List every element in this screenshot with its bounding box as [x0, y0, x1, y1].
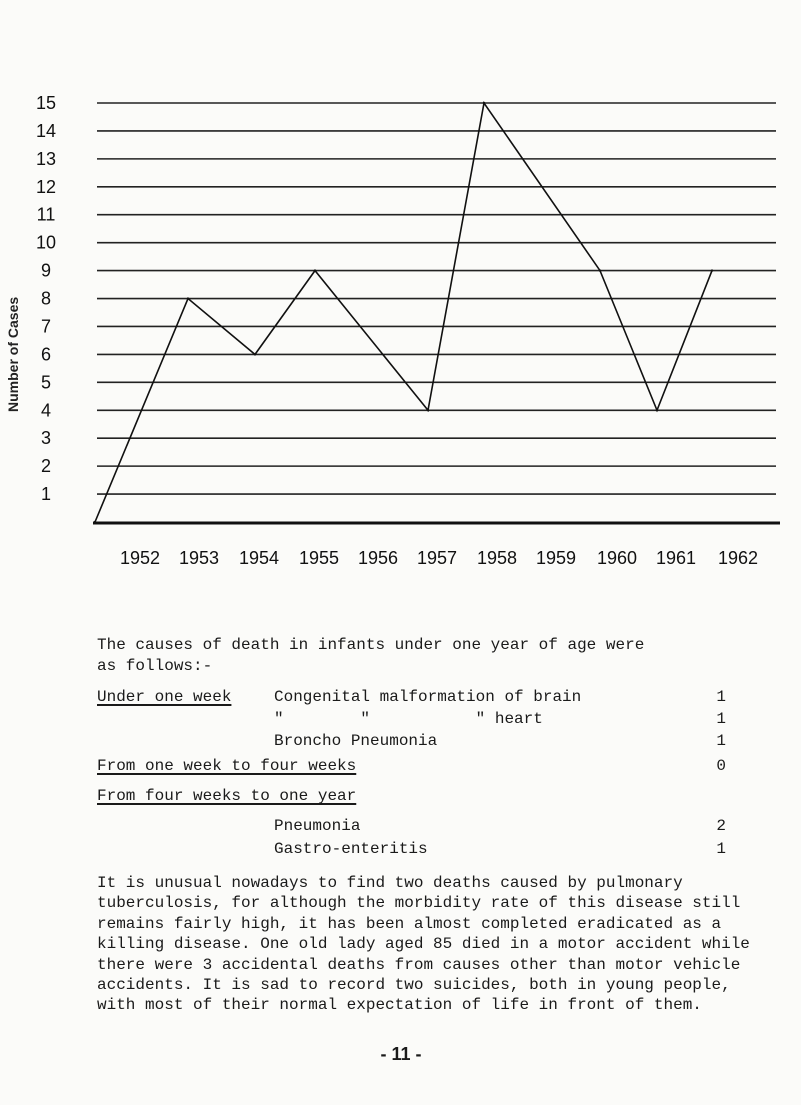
- heading-four-weeks-to-year: From four weeks to one year: [97, 787, 357, 805]
- intro-line-1: The causes of death in infants under one year of age were: [97, 636, 645, 654]
- y-tick-labels: [36, 93, 56, 504]
- heading-one-to-four-weeks: From one week to four weeks: [97, 757, 357, 775]
- data-point: [94, 521, 96, 523]
- page-number: - 11 -: [380, 1044, 422, 1064]
- y-tick-label: 11: [36, 204, 56, 225]
- y-tick-label: 12: [35, 176, 57, 197]
- data-point: [187, 297, 189, 299]
- count-four-weeks-1: 1: [716, 840, 726, 858]
- y-tick-label: 15: [35, 93, 57, 113]
- data-point: [656, 409, 658, 411]
- count-heart: 1: [716, 710, 726, 728]
- x-tick-label: 1952: [119, 548, 161, 568]
- x-tick-label: 1960: [596, 548, 638, 568]
- y-tick-label: 5: [40, 372, 52, 393]
- data-point: [314, 269, 316, 271]
- cause-brain: Congenital malformation of brain: [274, 688, 582, 706]
- intro-line-2: as follows:-: [97, 657, 213, 675]
- data-point: [254, 353, 256, 355]
- y-tick-label: 7: [40, 316, 52, 337]
- data-point: [483, 102, 485, 104]
- count-one-to-four-weeks: 0: [716, 757, 726, 775]
- x-tick-label: 1958: [476, 548, 518, 568]
- data-series: [94, 102, 713, 523]
- y-axis-label: Number of Cases: [5, 296, 21, 412]
- y-tick-label: 6: [40, 344, 52, 365]
- x-tick-label: 1955: [298, 548, 340, 568]
- y-tick-label: 14: [35, 120, 57, 141]
- data-point: [599, 269, 601, 271]
- series-line: [95, 103, 712, 522]
- count-broncho: 1: [716, 732, 726, 750]
- y-tick-label: 3: [40, 428, 52, 449]
- x-tick-labels: [120, 548, 758, 568]
- cause-four-weeks-0: Pneumonia: [274, 817, 361, 835]
- y-tick-label: 9: [40, 260, 52, 281]
- x-tick-label: 1957: [416, 548, 458, 568]
- gridlines: [93, 103, 780, 523]
- x-tick-label: 1962: [717, 548, 759, 568]
- y-tick-label: 8: [40, 288, 52, 309]
- body-paragraph: It is unusual nowadays to find two deaths caused by pulmonary tuberculosis, for although the morbidity rate of this disease still remains fairly high, it has been almost completed eradicated as a killing disease. One old lady aged 85 died in a motor accident while there were 3 accidental deaths from causes other than motor vehicle accidents. It is sad to record two suicides, both in young people, with most of their normal expectation of life in front of them.: [97, 874, 750, 1015]
- cause-broncho: Broncho Pneumonia: [274, 732, 438, 750]
- y-tick-label: 10: [35, 232, 57, 253]
- data-point: [427, 409, 429, 411]
- cause-heart: " " " heart: [274, 710, 543, 728]
- y-tick-label: 4: [40, 400, 52, 421]
- y-tick-label: 2: [40, 456, 52, 477]
- y-tick-label: 13: [35, 148, 57, 169]
- count-four-weeks-0: 2: [716, 817, 726, 835]
- x-tick-label: 1954: [238, 548, 280, 568]
- x-tick-label: 1959: [535, 548, 577, 568]
- data-point: [711, 269, 713, 271]
- x-tick-label: 1961: [655, 548, 697, 568]
- y-tick-label: 1: [40, 484, 52, 505]
- cause-four-weeks-1: Gastro-enteritis: [274, 840, 428, 858]
- x-tick-label: 1956: [357, 548, 399, 568]
- x-tick-label: 1953: [178, 548, 220, 568]
- count-brain: 1: [716, 688, 726, 706]
- heading-under-one-week: Under one week: [97, 688, 232, 706]
